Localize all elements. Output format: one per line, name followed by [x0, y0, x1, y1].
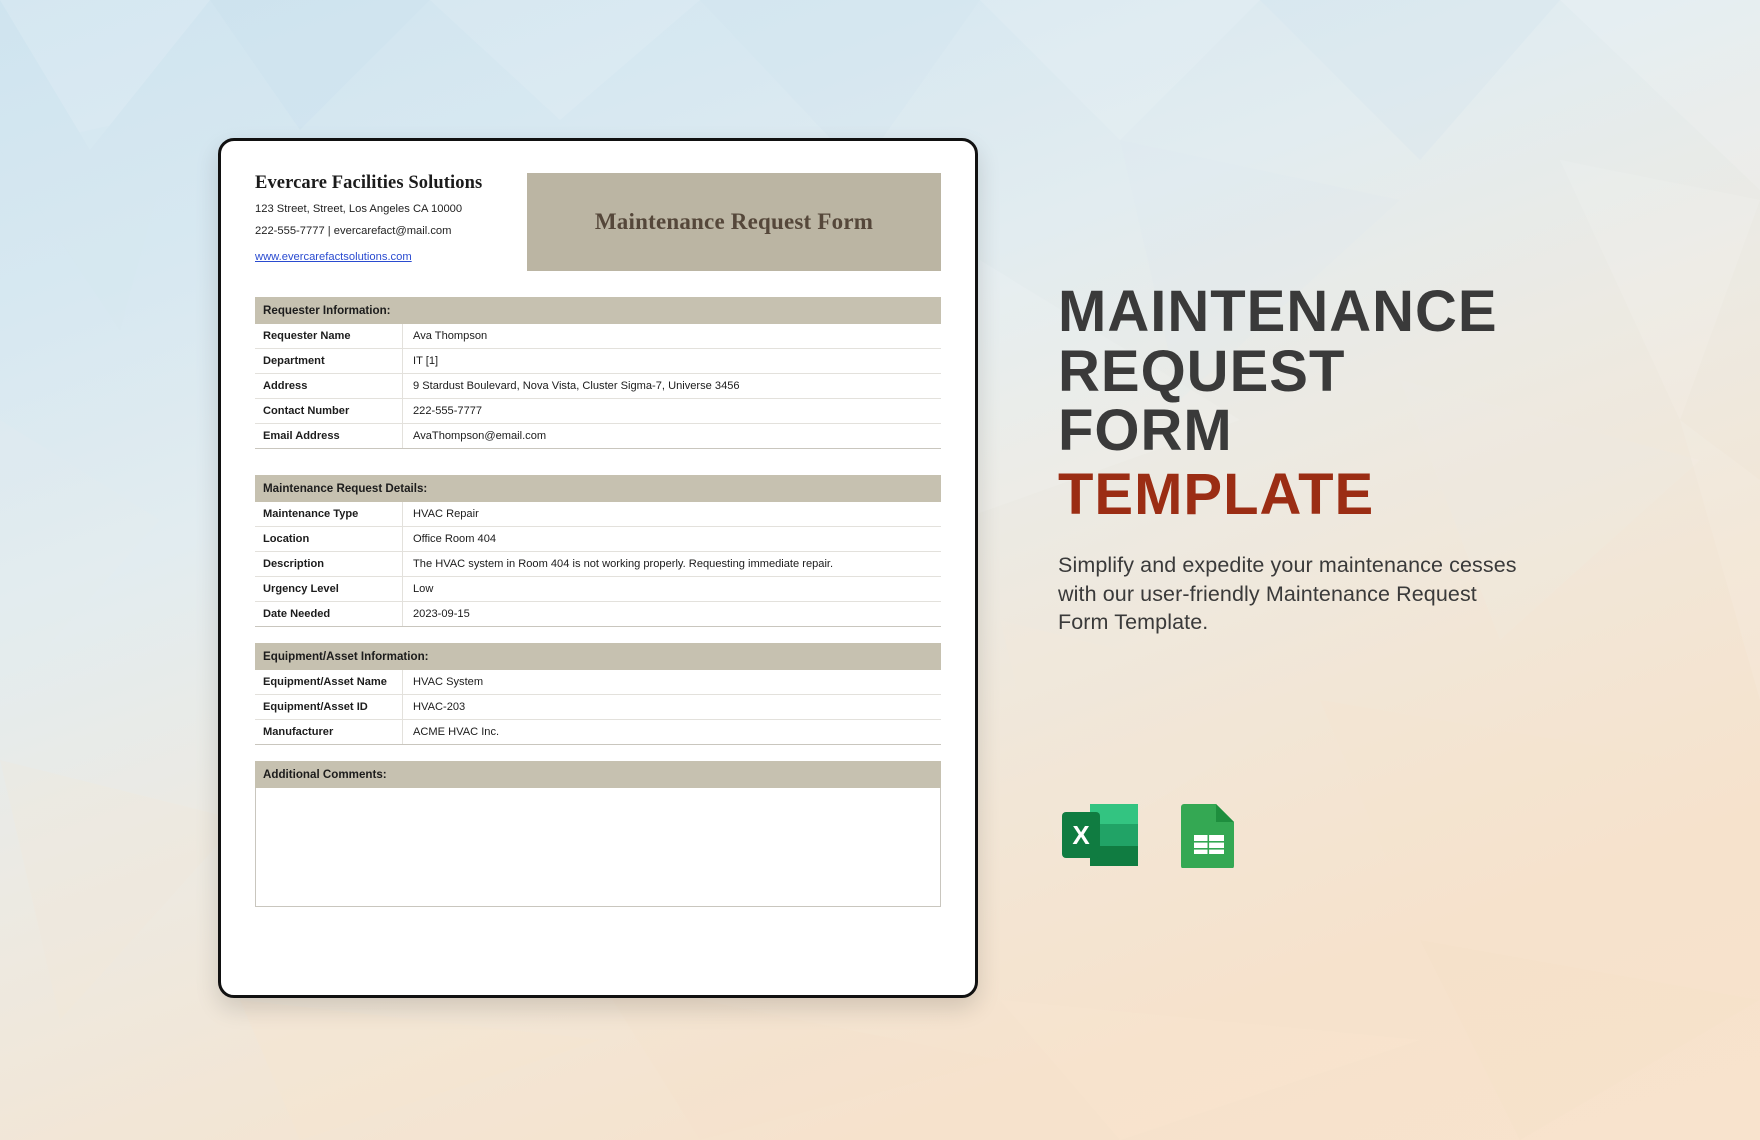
promo-title-accent: TEMPLATE [1058, 462, 1375, 528]
promo-title-line-2: REQUEST [1058, 338, 1346, 404]
row-label: Equipment/Asset ID [255, 695, 403, 719]
row-value[interactable]: Low [413, 583, 434, 595]
table-row [255, 502, 941, 527]
letterhead [255, 171, 941, 271]
company-website-link[interactable]: www.evercarefactsolutions.com [255, 250, 412, 263]
file-format-badges [1060, 802, 1250, 868]
row-label: Department [255, 349, 403, 373]
row-value[interactable]: 2023-09-15 [413, 608, 470, 620]
row-label: Description [255, 552, 403, 576]
row-value[interactable]: 9 Stardust Boulevard, Nova Vista, Cluster Sigma-7, Universe 3456 [413, 380, 740, 392]
row-label: Date Needed [255, 602, 403, 626]
company-info [255, 171, 517, 265]
table-row [255, 552, 941, 577]
form-title: Maintenance Request Form [594, 209, 874, 234]
company-contact: 222-555-7777 | evercarefact@mail.com [255, 224, 452, 237]
row-label: Contact Number [255, 399, 403, 423]
company-name: Evercare Facilities Solutions [255, 173, 483, 193]
row-value[interactable]: HVAC-203 [413, 701, 466, 713]
excel-file-icon[interactable] [1060, 802, 1140, 868]
row-value[interactable]: 222-555-7777 [413, 405, 483, 417]
additional-comments-textarea[interactable] [255, 788, 941, 907]
company-address: 123 Street, Street, Los Angeles CA 10000 [255, 203, 463, 215]
table-row [255, 399, 941, 424]
section-requester-information [255, 297, 941, 449]
document-preview-card[interactable] [218, 138, 978, 998]
table-row [255, 720, 941, 745]
section-maintenance-request-details [255, 475, 941, 627]
document-page [229, 149, 967, 987]
excel-label [1140, 802, 1141, 803]
svg-text:X: X [1072, 820, 1090, 850]
row-label: Email Address [255, 424, 403, 448]
table-row [255, 374, 941, 399]
table-row [255, 695, 941, 720]
table-row [255, 670, 941, 695]
row-label: Equipment/Asset Name [255, 670, 403, 694]
table-row [255, 324, 941, 349]
table-row [255, 602, 941, 627]
row-value[interactable]: Office Room 404 [413, 533, 497, 545]
row-value[interactable]: IT [1] [413, 355, 439, 367]
row-label: Urgency Level [255, 577, 403, 601]
row-label: Address [255, 374, 403, 398]
row-value[interactable]: HVAC Repair [413, 508, 479, 520]
row-value[interactable]: AvaThompson@email.com [413, 430, 547, 442]
table-row [255, 424, 941, 449]
section-heading: Equipment/Asset Information: [255, 643, 941, 670]
promo-subtitle: Simplify and expedite your maintenance cesses with our user-friendly Maintenance Request Form Template. [1058, 552, 1517, 635]
row-value[interactable]: The HVAC system in Room 404 is not working properly. Requesting immediate repair. [413, 558, 834, 570]
section-heading: Requester Information: [255, 297, 941, 324]
table-row [255, 577, 941, 602]
form-title-banner [527, 173, 941, 271]
row-value[interactable]: Ava Thompson [413, 330, 488, 342]
promo-title-line-1: MAINTENANCE [1058, 279, 1498, 344]
row-value[interactable]: ACME HVAC Inc. [413, 726, 500, 738]
section-equipment-asset-information [255, 643, 941, 745]
promo-title-line-3: FORM [1058, 398, 1233, 464]
row-value[interactable]: HVAC System [413, 676, 484, 688]
row-label: Location [255, 527, 403, 551]
promo-panel [1058, 279, 1658, 637]
row-label: Requester Name [255, 324, 403, 348]
section-additional-comments [255, 761, 941, 907]
table-row [255, 527, 941, 552]
row-label: Maintenance Type [255, 502, 403, 526]
table-row [255, 349, 941, 374]
google-sheets-icon[interactable] [1170, 802, 1250, 868]
row-label: Manufacturer [255, 720, 403, 744]
section-heading: Maintenance Request Details: [255, 475, 941, 502]
section-heading: Additional Comments: [255, 761, 941, 788]
